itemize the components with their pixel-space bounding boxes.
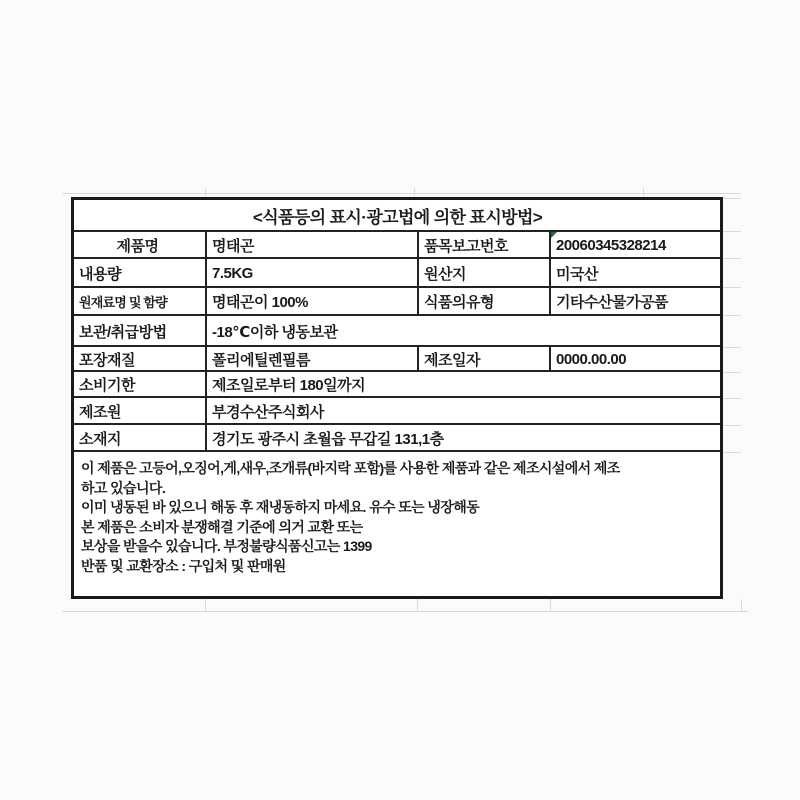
spreadsheet-gridline	[723, 258, 741, 259]
table-row-content	[74, 259, 720, 288]
cell-flag-icon	[551, 232, 557, 238]
spreadsheet-gridline	[205, 599, 206, 611]
label-packaging: 포장재질	[74, 347, 207, 370]
spreadsheet-gridline	[723, 398, 741, 399]
table-row-ingredients	[74, 288, 720, 316]
notice-line: 이 제품은 고등어,오징어,게,새우,조개류(바지락 포함)를 사용한 제품과 같은 제조시설에서 제조	[81, 460, 620, 476]
spreadsheet-gridline	[723, 198, 741, 199]
label-food-type: 식품의유형	[419, 288, 551, 314]
value-storage: -18℃이하 냉동보관	[212, 323, 338, 341]
value-mfg-date: 0000.00.00	[556, 350, 627, 368]
spreadsheet-gridline	[62, 193, 740, 194]
value-origin: 미국산	[556, 265, 598, 283]
spreadsheet-gridline	[417, 599, 418, 611]
notice-line: 하고 있습니다.	[81, 479, 166, 496]
notice-block	[74, 452, 628, 596]
label-origin: 원산지	[419, 259, 551, 286]
label-mfg-date: 제조일자	[419, 347, 551, 370]
table-row-storage	[74, 316, 720, 347]
table-row-notice	[74, 452, 720, 596]
value-address: 경기도 광주시 초월읍 무갑길 131,1층	[212, 430, 444, 448]
value-manufacturer: 부경수산주식회사	[212, 403, 324, 421]
value-packaging: 폴리에틸렌필름	[207, 347, 419, 370]
value-food-type: 기타수산물가공품	[556, 294, 668, 311]
table-row-manufacturer	[74, 398, 720, 425]
spreadsheet-gridline	[62, 611, 748, 612]
label-address: 소재지	[74, 425, 207, 450]
table-row-shelf-life	[74, 372, 720, 398]
notice-line: 반품 및 교환장소 : 구입처 및 판매원	[81, 557, 286, 574]
spreadsheet-gridline	[414, 188, 415, 196]
spreadsheet-gridline	[723, 372, 741, 373]
spreadsheet-gridline	[741, 599, 742, 611]
label-storage: 보관/취급방법	[74, 316, 207, 345]
spreadsheet-gridline	[643, 188, 644, 196]
food-label-table	[71, 197, 723, 599]
table-row-packaging	[74, 347, 720, 372]
value-product-name: 명태곤	[207, 232, 419, 257]
spreadsheet-gridline	[723, 452, 741, 453]
spreadsheet-gridline	[550, 599, 551, 611]
label-net-content: 내용량	[74, 259, 207, 286]
table-row-product	[74, 232, 720, 259]
value-net-content: 7.5KG	[207, 259, 419, 286]
value-ingredients: 명태곤이 100%	[207, 288, 419, 314]
spreadsheet-gridline	[723, 347, 741, 348]
spreadsheet-gridline	[723, 425, 741, 426]
label-manufacturer: 제조원	[74, 398, 207, 423]
spreadsheet-gridline	[205, 188, 206, 196]
label-ingredients: 원재료명 및 함량	[74, 288, 207, 314]
label-product-name: 제품명	[74, 232, 207, 257]
notice-line: 보상을 받을수 있습니다. 부정불량식품신고는 1399	[81, 538, 372, 554]
label-report-no: 품목보고번호	[419, 232, 551, 257]
report-no-text: 20060345328214	[556, 236, 666, 254]
table-row-title	[74, 200, 720, 232]
label-shelf-life: 소비기한	[74, 372, 207, 396]
spreadsheet-gridline	[723, 287, 741, 288]
value-report-no	[551, 232, 720, 257]
spreadsheet-gridline	[723, 231, 741, 232]
label-title: <식품등의 표시·광고법에 의한 표시방법>	[252, 208, 543, 227]
notice-line: 이미 냉동된 바 있으니 해동 후 재냉동하지 마세요. 유수 또는 냉장해동	[81, 499, 480, 515]
value-shelf-life: 제조일로부터 180일까지	[212, 377, 366, 394]
table-row-address	[74, 425, 720, 452]
notice-line: 본 제품은 소비자 분쟁해결 기준에 의거 교환 또는	[81, 518, 363, 535]
spreadsheet-gridline	[723, 315, 741, 316]
